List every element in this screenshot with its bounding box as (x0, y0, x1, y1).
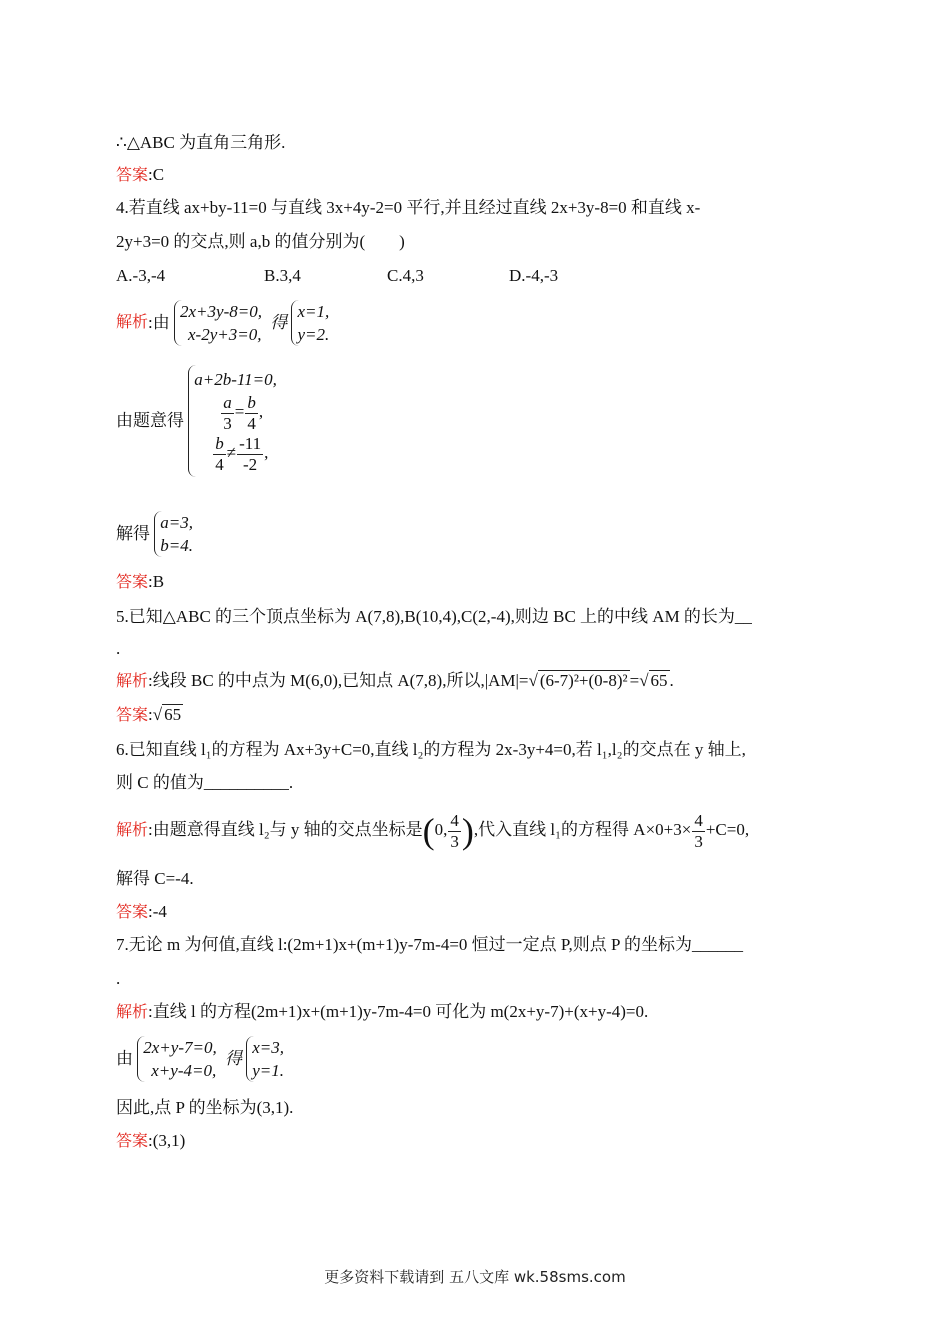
sqrt-icon: √ (152, 705, 163, 724)
answer-3: 答案:C (116, 165, 165, 184)
solution-6-result: 解得 C=-4. (116, 869, 194, 888)
sqrt-icon: √ (528, 671, 538, 690)
radicand: (6-7)²+(0-8)² (539, 671, 628, 690)
answer-6: 答案:-4 (116, 902, 167, 921)
question-6-line2: 则 C 的值为__________. (116, 773, 294, 792)
equation-system: 2x+3y-8=0, x-2y+3=0, (174, 300, 266, 346)
question-5-dot: . (116, 639, 121, 658)
question-6-line1: 6.已知直线 l₁的方程为 Ax+3y+C=0,直线 l₂的方程为 2x-3y+4=0,若 l₁,l₂的交点在 y 轴上, (116, 740, 746, 759)
equation-system: x=3, y=1. (246, 1036, 288, 1082)
footer: 更多资料下载请到 五八文库 wk.58sms.com (324, 1268, 626, 1286)
solution-7c: 因此,点 P 的坐标为(3,1). (116, 1098, 294, 1117)
solution-5: 解析:线段 BC 的中点为 M(6,0),已知点 A(7,8),所以,|AM|=√ (6-7)²+(0-8)² =√ 65 . (116, 671, 674, 690)
text-line: ∴△ABC 为直角三角形. (116, 133, 286, 152)
solution-7b: 由 2x+y-7=0, x+y-4=0, 得 x=3, y=1. (116, 1036, 288, 1082)
solution-4b: 由题意得 a+2b-11=0, $\frac{a}{3}$ = $\frac{b}{4}$ , $\frac{b}{4}$ ≠ $\frac{-11}{-2}$ , (116, 365, 281, 477)
option-b: B.3,4 (264, 266, 301, 285)
jiexi-label: 解析 (116, 311, 149, 331)
option-d: D.-4,-3 (509, 266, 559, 285)
equation-system: a=3, b=4. (154, 511, 197, 557)
solution-4a: 解析:由 2x+3y-8=0, x-2y+3=0, 得 x=1, y=2. (116, 300, 333, 346)
answer-5: 答案:√ 65 (116, 705, 182, 724)
answer-7: 答案:(3,1) (116, 1131, 186, 1150)
question-4-line2: 2y+3=0 的交点,则 a,b 的值分别为( ) (116, 232, 405, 251)
sqrt-icon: √ (639, 671, 649, 690)
solution-7a: 解析:直线 l 的方程(2m+1)x+(m+1)y-7m-4=0 可化为 m(2x+y-7)+(x+y-4)=0. (116, 1002, 649, 1021)
question-7-dot: . (116, 969, 121, 988)
question-7: 7.无论 m 为何值,直线 l:(2m+1)x+(m+1)y-7m-4=0 恒过一定点 P,则点 P 的坐标为______ (116, 935, 744, 954)
equation-system: 2x+y-7=0, x+y-4=0, (137, 1036, 220, 1082)
solution-4c: 解得 a=3, b=4. (116, 511, 197, 557)
answer-4: 答案:B (116, 572, 165, 591)
question-4-line1: 4.若直线 ax+by-11=0 与直线 3x+4y-2=0 平行,并且经过直线 2x+3y-8=0 和直线 x- (116, 198, 701, 217)
answer-label: 答案 (116, 165, 149, 184)
equation-system: x=1, y=2. (291, 300, 333, 346)
option-a: A.-3,-4 (116, 266, 166, 285)
question-5: 5.已知△ABC 的三个顶点坐标为 A(7,8),B(10,4),C(2,-4),则边 BC 上的中线 AM 的长为__ (116, 607, 752, 626)
equation-system: a+2b-11=0, $\frac{a}{3}$ = $\frac{b}{4}$ , $\frac{b}{4}$ ≠ $\frac{-11}{-2}$ , (188, 365, 281, 477)
option-c: C.4,3 (387, 266, 424, 285)
solution-6: 解析:由题意得直线 l₂与 y 轴的交点坐标是(0, $\frac{4}{3}$ ),代入直线 l₁的方程得 A×0+3× $\frac{4}{3}$ +C=0, (116, 810, 750, 852)
